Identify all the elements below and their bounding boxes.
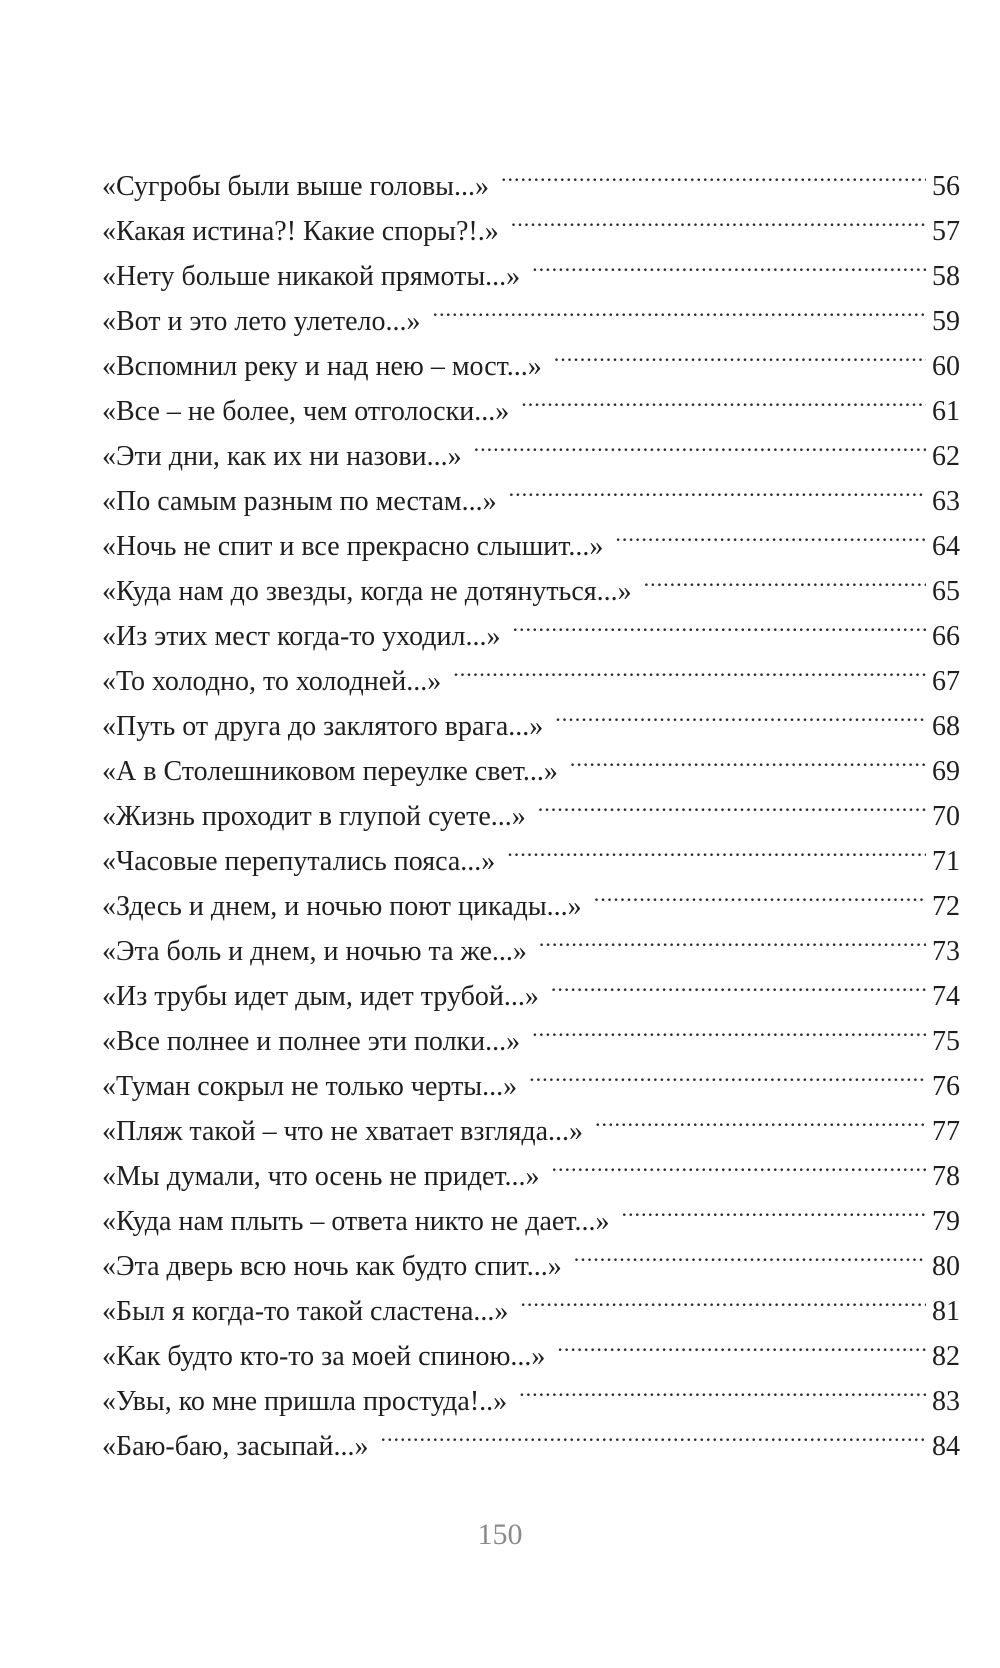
table-of-contents [102, 150, 960, 1462]
dot-leader [521, 375, 926, 420]
toc-entry-title: «А в Столешниковом переулке свет...» [102, 756, 558, 787]
toc-entry-title: «Эта боль и днем, и ночью та же...» [102, 936, 527, 967]
toc-entry-title: «Все – не более, чем отголоски...» [102, 396, 510, 427]
dot-leader [595, 1095, 926, 1140]
dot-leader [433, 285, 927, 330]
dot-leader [529, 1050, 926, 1095]
dot-leader [513, 600, 927, 645]
toc-entry-title: «Из этих мест когда-то уходил...» [102, 621, 501, 652]
toc-entry-title: «Все полнее и полнее эти полки...» [102, 1026, 521, 1057]
toc-entry-page: 82 [932, 1341, 960, 1372]
toc-entry-title: «Эта дверь всю ночь как будто спит...» [102, 1251, 562, 1282]
toc-entry-page: 79 [932, 1206, 960, 1237]
dot-leader [507, 825, 926, 870]
dot-leader [474, 420, 926, 465]
toc-entry-title: «Пляж такой – что не хватает взгляда...» [102, 1116, 584, 1147]
dot-leader [519, 1365, 926, 1410]
dot-leader [644, 555, 926, 600]
dot-leader [615, 510, 926, 555]
dot-leader [554, 330, 926, 375]
dot-leader [532, 240, 926, 285]
toc-entry-page: 65 [932, 576, 960, 607]
toc-entry-page: 69 [932, 756, 960, 787]
dot-leader [532, 1005, 926, 1050]
toc-entry-page: 57 [932, 216, 960, 247]
toc-entry-page: 70 [932, 801, 960, 832]
toc-entry-page: 68 [932, 711, 960, 742]
toc-entry-title: «Эти дни, как их ни назови...» [102, 441, 462, 472]
dot-leader [557, 1320, 926, 1365]
toc-entry-title: «Как будто кто-то за моей спиною...» [102, 1341, 546, 1372]
toc-entry-page: 62 [932, 441, 960, 472]
toc-entry-title: «Увы, ко мне пришла простуда!..» [102, 1386, 508, 1417]
toc-entry-title: «Нету больше никакой прямоты...» [102, 261, 521, 292]
dot-leader [621, 1185, 926, 1230]
toc-entry-title: «Здесь и днем, и ночью поют цикады...» [102, 891, 582, 922]
toc-entry-title: «Вот и это лето улетело...» [102, 306, 421, 337]
toc-entry-page: 78 [932, 1161, 960, 1192]
toc-entry-title: «То холодно, то холодней...» [102, 666, 442, 697]
dot-leader [380, 1410, 926, 1455]
page-number: 150 [477, 1518, 523, 1551]
toc-entry-page: 76 [932, 1071, 960, 1102]
toc-entry-page: 63 [932, 486, 960, 517]
toc-entry-page: 75 [932, 1026, 960, 1057]
toc-entry-title: «Был я когда-то такой сластена...» [102, 1296, 509, 1327]
toc-entry-title: «Баю-баю, засыпай...» [102, 1431, 369, 1462]
toc-entry-title: «Сугробы были выше головы...» [102, 171, 489, 202]
toc-entry-page: 84 [932, 1431, 960, 1462]
toc-entry [102, 150, 960, 202]
dot-leader [555, 690, 926, 735]
toc-entry-page: 77 [932, 1116, 960, 1147]
toc-entry-page: 81 [932, 1296, 960, 1327]
dot-leader [520, 1275, 926, 1320]
toc-entry-page: 83 [932, 1386, 960, 1417]
toc-entry-page: 64 [932, 531, 960, 562]
toc-entry-page: 61 [932, 396, 960, 427]
toc-entry-title: «Туман сокрыл не только черты...» [102, 1071, 518, 1102]
dot-leader [570, 735, 926, 780]
toc-entry-page: 58 [932, 261, 960, 292]
dot-leader [511, 195, 926, 240]
toc-entry-title: «Какая истина?! Какие споры?!.» [102, 216, 499, 247]
toc-entry-title: «Часовые перепутались пояса...» [102, 846, 496, 877]
toc-entry-page: 80 [932, 1251, 960, 1282]
toc-entry-title: «Мы думали, что осень не придет...» [102, 1161, 540, 1192]
toc-entry-page: 66 [932, 621, 960, 652]
toc-entry-title: «Ночь не спит и все прекрасно слышит...» [102, 531, 604, 562]
toc-entry-title: «Вспомнил реку и над нею – мост...» [102, 351, 542, 382]
dot-leader [574, 1230, 926, 1275]
toc-entry-page: 56 [932, 171, 960, 202]
dot-leader [594, 870, 926, 915]
toc-entry-title: «Путь от друга до заклятого врага...» [102, 711, 544, 742]
toc-entry-title: «Куда нам плыть – ответа никто не дает...» [102, 1206, 610, 1237]
dot-leader [539, 915, 926, 960]
toc-entry-title: «Из трубы идет дым, идет трубой...» [102, 981, 539, 1012]
toc-entry-page: 60 [932, 351, 960, 382]
toc-entry-page: 59 [932, 306, 960, 337]
dot-leader [453, 645, 926, 690]
dot-leader [538, 780, 926, 825]
dot-leader [509, 465, 926, 510]
dot-leader [501, 150, 926, 195]
toc-entry-page: 74 [932, 981, 960, 1012]
toc-entry-title: «По самым разным по местам...» [102, 486, 497, 517]
toc-entry-title: «Жизнь проходит в глупой суете...» [102, 801, 526, 832]
toc-entry-page: 73 [932, 936, 960, 967]
dot-leader [552, 1140, 926, 1185]
toc-entry-page: 72 [932, 891, 960, 922]
dot-leader [551, 960, 926, 1005]
toc-entry-page: 71 [932, 846, 960, 877]
toc-entry-title: «Куда нам до звезды, когда не дотянуться...» [102, 576, 632, 607]
toc-entry-page: 67 [932, 666, 960, 697]
